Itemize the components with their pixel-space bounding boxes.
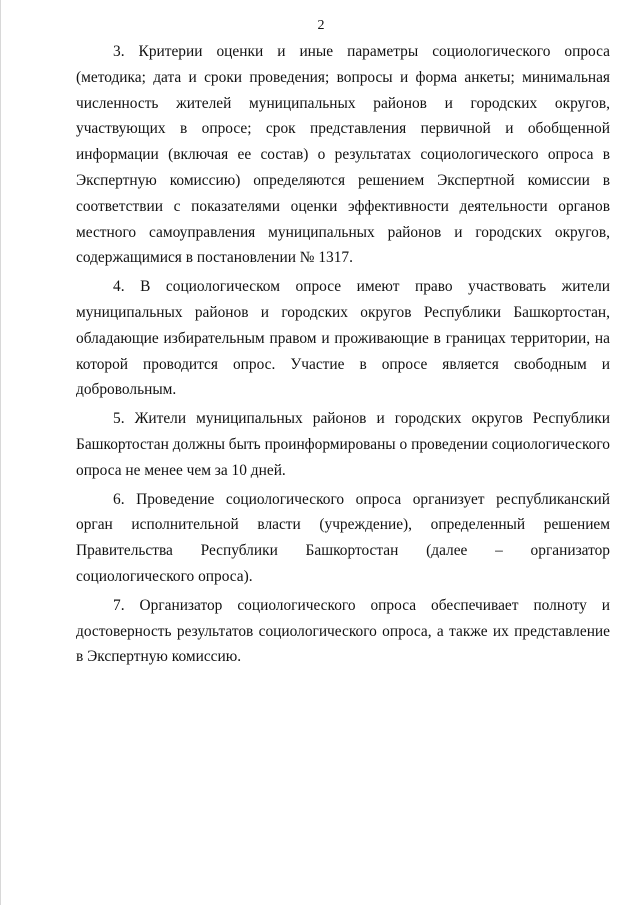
document-body [76,39,610,673]
paragraph-5: 5. Жители муниципальных районов и городских округов Республики Башкортостан должны быть проинформированы о проведении социологического опроса не менее чем за 10 дней. [76,410,610,479]
paragraph-3: 3. Критерии оценки и иные параметры социологического опроса (методика; дата и сроки проведения; вопросы и форма анкеты; минимальная численность жителей муниципальных районов и городских округов, участвующих в опросе; срок представления первичной и обобщенной информации (включая ее состав) о результатах социологического опроса в Экспертную комиссию) определяются решением Экспертной комиссии в соответствии с показателями оценки эффективности деятельности органов местного самоуправления муниципальных районов и городских округов, содержащимися в постановлении № 1317. [76,43,610,267]
page-number: 2 [317,18,325,33]
paragraph-7: 7. Организатор социологического опроса обеспечивает полноту и достоверность результатов социологического опроса, а также их представление в Экспертную комиссию. [76,596,610,666]
paragraph-6: 6. Проведение социологического опроса организует республиканский орган исполнительной власти (учреждение), определенный решением Правительства Республики Башкортостан (далее – организатор социологического опроса). [76,490,610,585]
paragraph-4: 4. В социологическом опросе имеют право участвовать жители муниципальных районов и городских округов Республики Башкортостан, обладающие избирательным правом и проживающие в границах территории, на которой проводится опрос. Участие в опросе является свободным и добровольным. [76,278,610,399]
